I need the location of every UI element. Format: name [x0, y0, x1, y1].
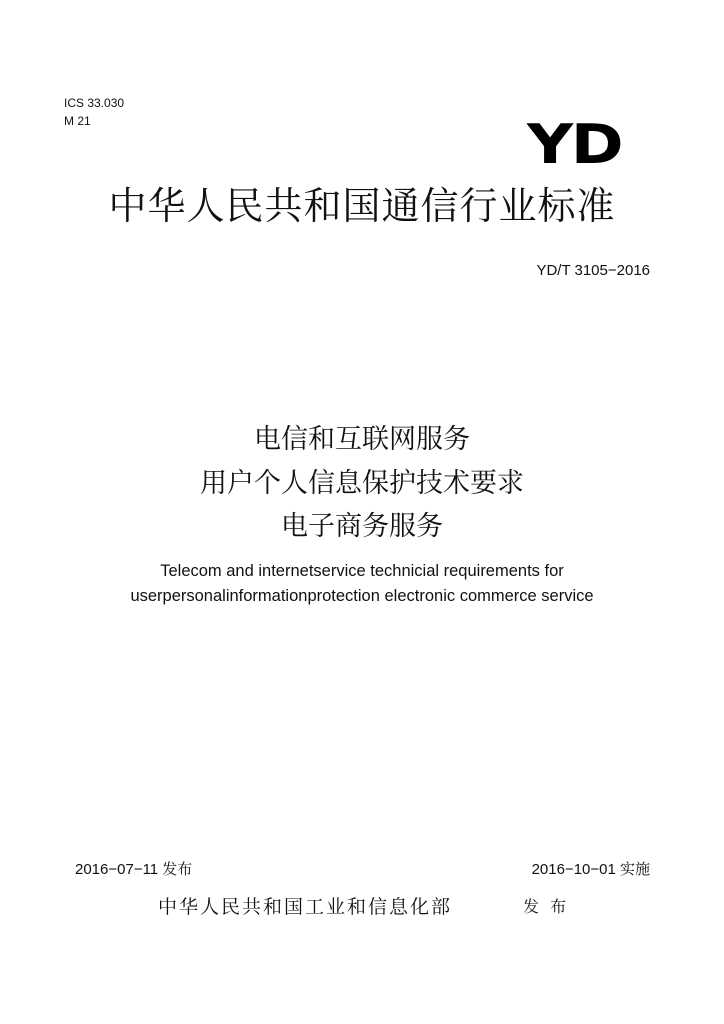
standard-code: YD/T 3105−2016 [536, 262, 650, 279]
ccs-classification: M 21 [64, 114, 91, 128]
title-cn-line-2: 用户个人信息保护技术要求 [200, 468, 524, 499]
title-cn-line-3: 电子商务服务 [281, 511, 443, 542]
issuing-authority: 中华人民共和国工业和信息化部 [158, 896, 453, 918]
yd-logo: YD [527, 113, 622, 176]
title-en-line-1: Telecom and internetservice technicial requirements for [160, 562, 564, 580]
implementation-date: 2016−10−01 实施 [531, 861, 650, 878]
standard-name: 中华人民共和国通信行业标准 [108, 184, 616, 228]
issue-date: 2016−07−11 发布 [75, 861, 193, 878]
issuer-action: 发 布 [523, 897, 567, 916]
title-en-line-2: userpersonalinformationprotection electronic commerce service [130, 587, 594, 605]
ics-classification: ICS 33.030 [64, 96, 125, 110]
title-cn-line-1: 电信和互联网服务 [254, 424, 470, 455]
